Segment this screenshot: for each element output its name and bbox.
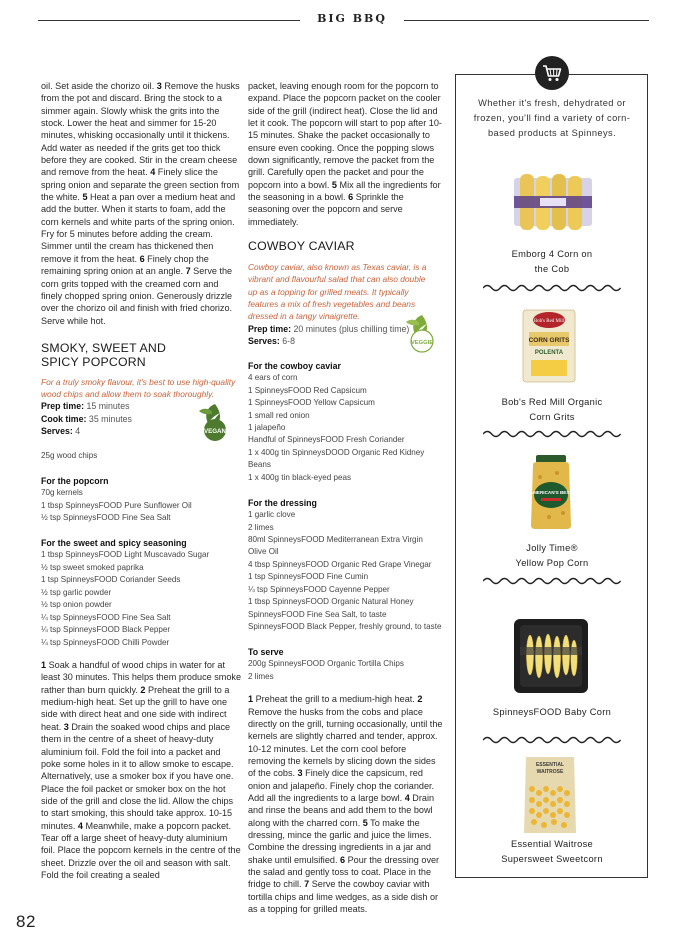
cowboy-caviar-intro: Cowboy caviar, also known as Texas caviar, is a vibrant and flavourful salad that can also double up as a topping for grilled meats. It typically features a mix of fresh vegetables and beans dressed in a tangy vinaigrette.	[248, 262, 427, 322]
seasoning-ingredient: 1 tsp SpinneysFOOD Coriander Seeds	[41, 575, 181, 585]
caviar-ingredient: 1 small red onion	[248, 410, 310, 420]
grits-method-continued: oil. Set aside the chorizo oil. 3 Remove the husks from the pot and discard. Bring the stock to a simmer again. Slowly whisk the grits into the stock. Lower the heat and simmer for 15-20 minutes, whisking occasionally until it thickens. Add water as needed if the grits get too thick before they are cooked. Stir in the cream cheese and remove from the heat. 4 Finely slice the spring onion and separate the green section from the white. 5 Heat a pan over a medium heat and add the butter. When it starts to foam, add the corn kernels and white parts of the spring onion. Fry for 5 minutes before adding the cream. Simmer until the cream has thickened then remove it from the heat. 6 Finely chop the remaining spring onion at an angle. 7 Serve the corn grits topped with the creamed corn and finely chopped spring onion. Generously drizzle over the chorizo oil and finish with fried chorizo. Serve while hot.	[41, 81, 240, 326]
svg-text:CORN GRITS: CORN GRITS	[528, 337, 570, 344]
veggie-badge-label: VEGGIE	[410, 340, 434, 346]
caviar-ingredients-heading: For the cowboy caviar	[248, 360, 341, 371]
popcorn-ingredient: 70g kernels	[41, 488, 83, 498]
popcorn-intro: For a truly smoky flavour, it's best to use high-quality wood chips and allow them to soak thoroughly.	[41, 376, 236, 400]
dressing-ingredient: 1 tsp SpinneysFOOD Fine Cumin	[248, 572, 369, 582]
dressing-ingredient: SpinneysFOOD Black Pepper, freshly ground, to taste	[248, 622, 442, 632]
svg-text:WAITROSE: WAITROSE	[536, 769, 564, 775]
corn-grits-bag-image	[521, 308, 577, 384]
serve-ingredient: 200g SpinneysFOOD Organic Tortilla Chips	[248, 659, 404, 669]
caviar-ingredient: 1 SpinneysFOOD Red Capsicum	[248, 385, 367, 395]
wave-divider	[483, 283, 621, 293]
cowboy-caviar-meta: Prep time: 20 minutes (plus chilling time) Serves: 6-8	[248, 323, 410, 347]
popcorn-ingredient: ½ tsp SpinneysFOOD Fine Sea Salt	[41, 513, 171, 523]
seasoning-ingredient: 1 tbsp SpinneysFOOD Light Muscavado Sugar	[41, 550, 210, 560]
dressing-ingredient: 4 tbsp SpinneysFOOD Organic Red Grape Vinegar	[248, 559, 432, 569]
popcorn-method: 1 Soak a handful of wood chips in water for at least 30 minutes. This helps them produce smoke rather than burn quickly. 2 Preheat the grill to a medium-high heat. Set up the grill to have one side with direct heat and one side with indirect heat. 3 Drain the soaked wood chips and place them in the centre of a sheet of heavy-duty aluminium foil. Fold the foil into a packet and poke some holes in it to allow smoke to escape. Alternatively, use a smoker box if you have one. Place the foil packet or smoker box on the hot side of the grill and close the lid. Allow the chips to start smoking, this should take approx. 10-15 minutes. 4 Meanwhile, make a popcorn packet. Tear off a large sheet of heavy-duty aluminium foil. Place the popcorn kernels in the centre of the sheet. Drizzle over the oil and season with salt. Fold the foil creating a sealed	[41, 660, 241, 880]
svg-text:POLENTA: POLENTA	[534, 350, 564, 356]
caviar-ingredient: 1 jalapeño	[248, 423, 286, 433]
shopping-cart-icon	[535, 56, 569, 90]
dressing-ingredient: 80ml SpinneysFOOD Mediterranean Extra Virgin Olive Oil	[248, 535, 423, 557]
product-name: SpinneysFOOD Baby Corn	[492, 707, 612, 717]
popcorn-meta: Prep time: 15 minutes Cook time: 35 minutes Serves: 4	[41, 401, 132, 437]
column-2	[248, 80, 443, 916]
seasoning-ingredient: ½ tsp garlic powder	[41, 587, 112, 597]
product-name: Emborg 4 Corn on the Cob	[511, 249, 593, 275]
dressing-heading: For the dressing	[248, 497, 317, 508]
serve-ingredient: 2 limes	[248, 671, 274, 681]
seasoning-ingredient: ¼ tsp SpinneysFOOD Fine Sea Salt	[41, 612, 171, 622]
header-rule-right	[404, 20, 649, 21]
svg-text:ESSENTIAL: ESSENTIAL	[535, 762, 565, 768]
dressing-ingredient: 2 limes	[248, 522, 274, 532]
caviar-ingredient: 1 x 400g tin SpinneysDOOD Organic Red Kidney Beans	[248, 447, 425, 470]
cart-badge	[535, 56, 569, 90]
product-name: Jolly Time® Yellow Pop Corn	[515, 543, 589, 569]
column-1	[41, 80, 241, 881]
product-name: Bob's Red Mill Organic Corn Grits	[501, 397, 603, 423]
dressing-ingredient: 1 tbsp SpinneysFOOD Organic Natural Honey	[248, 597, 414, 607]
wave-divider	[483, 429, 621, 439]
seasoning-ingredient: ¼ tsp SpinneysFOOD Chilli Powder	[41, 637, 170, 647]
vegan-badge-icon	[196, 402, 234, 442]
dressing-ingredient: SpinneysFOOD Fine Sea Salt, to taste	[248, 609, 387, 619]
popcorn-jar-image	[527, 455, 575, 531]
popcorn-ingredient: 1 tbsp SpinneysFOOD Pure Sunflower Oil	[41, 500, 192, 510]
popcorn-method-continued: packet, leaving enough room for the popcorn to expand. Place the popcorn packet on the cooler side of the grill (indirect heat). Close the lid and let it cook. The popcorn will start to pop after 10-15 minutes. Shake the packet occasionally to ensure even cooking. Once the popping slows down significantly, remove the packet from the grill. Carefully open the packet and pour the popcorn into a bowl. 5 Mix all the ingredients for the seasoning in a bowl. 6 Sprinkle the seasoning over the popcorn and serve immediately.	[248, 81, 442, 227]
caviar-ingredient: Handful of SpinneysFOOD Fresh Coriander	[248, 435, 405, 445]
dressing-ingredient: 1 garlic clove	[248, 510, 296, 520]
veggie-badge-icon	[403, 313, 441, 353]
svg-text:AMERICAN'S BEST: AMERICAN'S BEST	[529, 490, 573, 495]
wave-divider	[483, 576, 621, 586]
caviar-ingredient: 1 x 400g tin black-eyed peas	[248, 472, 352, 482]
header-rule-left	[38, 20, 300, 21]
product-name: Essential Waitrose Supersweet Sweetcorn	[501, 839, 603, 865]
dressing-ingredient: ¼ tsp SpinneysFOOD Cayenne Pepper	[248, 584, 390, 594]
wave-divider	[483, 735, 621, 745]
cowboy-caviar-title: COWBOY CAVIAR	[248, 239, 355, 254]
seasoning-heading: For the sweet and spicy seasoning	[41, 538, 187, 549]
cowboy-caviar-method: 1 Preheat the grill to a medium-high heat. 2 Remove the husks from the cobs and place directly on the grill, turning occasionally, until the kernels are slightly charred and tender, approx. 10-12 minutes. Let the corn cool before removing the kernels by slicing down the sides of the cobs. 3 Finely dice the capsicum, red onion and jalapeño. Finely chop the coriander. Add all the ingredients to a large bowl. 4 Drain and rinse the beans and add them to the bowl along with the charred corn. 5 To make the dressing, mince the garlic and juice the limes. Combine the dressing ingredients in a jar and shake until emulsified. 6 Pour the dressing over the salad and gently toss to coat. Place in the fridge to chill. 7 Serve the cowboy caviar with tortilla chips and lime wedges, as a side dish or as a topping for grilled meats.	[248, 694, 443, 915]
seasoning-ingredient: ½ tsp sweet smoked paprika	[41, 562, 144, 572]
popcorn-recipe-title: SMOKY, SWEET AND SPICY POPCORN	[41, 340, 167, 369]
section-title: BIG BBQ	[317, 12, 387, 25]
serve-heading: To serve	[248, 647, 284, 658]
popcorn-ingredients-heading: For the popcorn	[41, 475, 109, 486]
wood-chips: 25g wood chips	[41, 451, 98, 461]
caviar-ingredient: 4 ears of corn	[248, 373, 298, 383]
corn-on-cob-image	[512, 170, 594, 232]
sweetcorn-bag-image	[520, 755, 580, 835]
baby-corn-tray-image	[512, 617, 590, 695]
svg-text:Bob's Red Mill: Bob's Red Mill	[533, 319, 565, 324]
sidebar-intro: Whether it's fresh, dehydrated or frozen, you'll find a variety of corn-based products at Spinneys.	[473, 98, 631, 139]
seasoning-ingredient: ¼ tsp SpinneysFOOD Black Pepper	[41, 625, 171, 635]
caviar-ingredient: 1 SpinneysFOOD Yellow Capsicum	[248, 398, 375, 408]
page-number: 82	[16, 912, 36, 931]
vegan-badge-label: VEGAN	[203, 428, 227, 435]
seasoning-ingredient: ½ tsp onion powder	[41, 600, 112, 610]
